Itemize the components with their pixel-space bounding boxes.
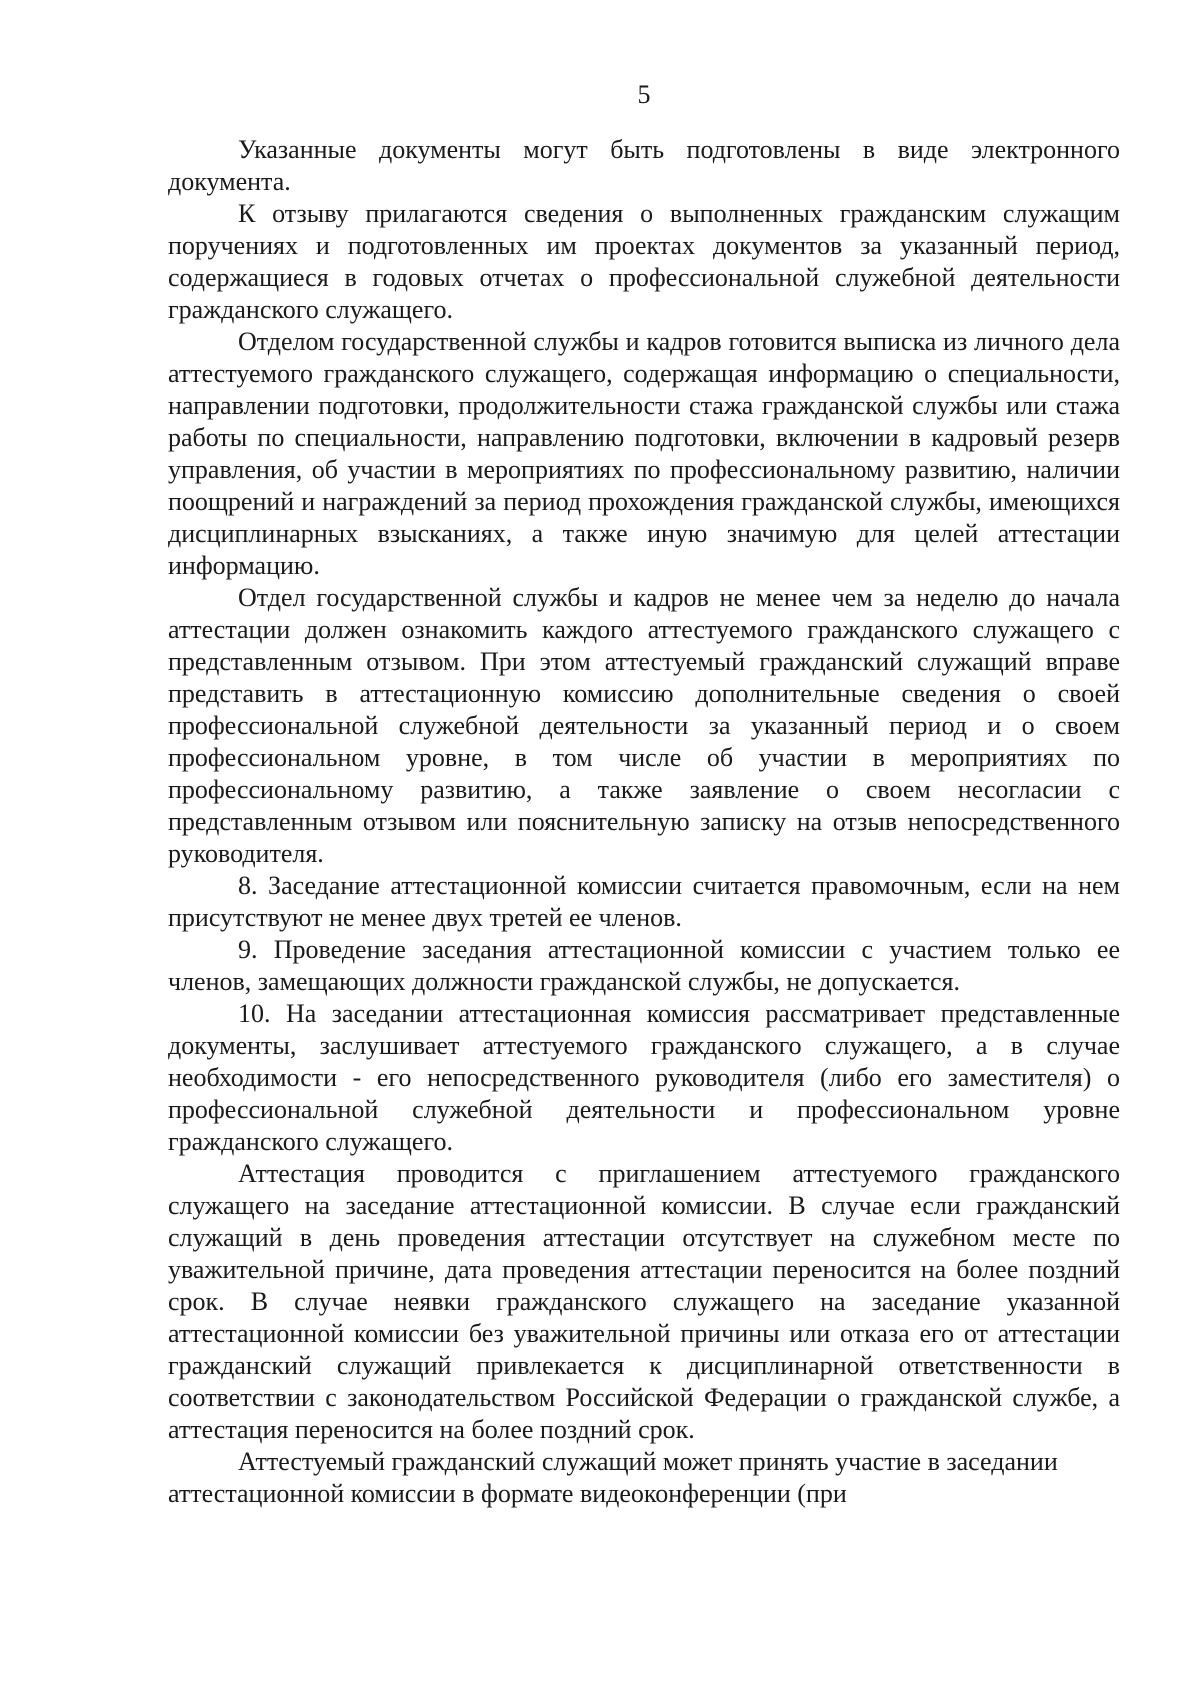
paragraph-videoconference: Аттестуемый гражданский служащий может принять участие в заседании аттестационной комиссии в формате видеоконференции (при xyxy=(168,1447,1058,1508)
clause-10-session: 10. На заседании аттестационная комиссия рассматривает представленные документы, заслушивает аттестуемого гражданского служащего, а в случае необходимости - его непосредственного руководителя (либо его заместителя) о профессиональной служебной деятельности и профессиональном уровне гражданского служащего. xyxy=(168,999,1120,1156)
paragraph-electronic-documents: Указанные документы могут быть подготовлены в виде электронного документа. xyxy=(168,135,1120,196)
paragraph-personnel-extract: Отделом государственной службы и кадров готовится выписка из личного дела аттестуемого гражданского служащего, содержащая информацию о специальности, направлении подготовки, продолжительности стажа гражданской службы или стажа работы по специальности, направлению подготовки, включении в кадровый резерв управления, об участии в мероприятиях по профессиональному развитию, наличии поощрений и награждений за период прохождения гражданской службы, имеющихся дисциплинарных взысканиях, а также иную значимую для целей аттестации информацию. xyxy=(168,327,1120,580)
page-number: 5 xyxy=(637,80,651,109)
paragraph-review-attachments: К отзыву прилагаются сведения о выполненных гражданским служащим поручениях и подготовленных им проектах документов за указанный период, содержащиеся в годовых отчетах о профессиональной служебной деятельности гражданского служащего. xyxy=(168,199,1120,324)
clause-8-quorum: 8. Заседание аттестационной комиссии считается правомочным, если на нем присутствуют не менее двух третей ее членов. xyxy=(168,871,1120,932)
paragraph-attendance: Аттестация проводится с приглашением аттестуемого гражданского служащего на заседание аттестационной комиссии. В случае если гражданский служащий в день проведения аттестации отсутствует на служебном месте по уважительной причине, дата проведения аттестации переносится на более поздний срок. В случае неявки гражданского служащего на заседание указанной аттестационной комиссии без уважительной причины или отказа его от аттестации гражданский служащий привлекается к дисциплинарной ответственности в соответствии с законодательством Российской Федерации о гражданской службе, а аттестация переносится на более поздний срок. xyxy=(168,1159,1120,1444)
clause-9-composition: 9. Проведение заседания аттестационной комиссии с участием только ее членов, замещающих должности гражданской службы, не допускается. xyxy=(168,935,1120,996)
paragraph-familiarization: Отдел государственной службы и кадров не менее чем за неделю до начала аттестации должен ознакомить каждого аттестуемого гражданского служащего с представленным отзывом. При этом аттестуемый гражданский служащий вправе представить в аттестационную комиссию дополнительные сведения о своей профессиональной служебной деятельности за указанный период и о своем профессиональном уровне, в том числе об участии в мероприятиях по профессиональному развитию, а также заявление о своем несогласии с представленным отзывом или пояснительную записку на отзыв непосредственного руководителя. xyxy=(168,583,1120,868)
